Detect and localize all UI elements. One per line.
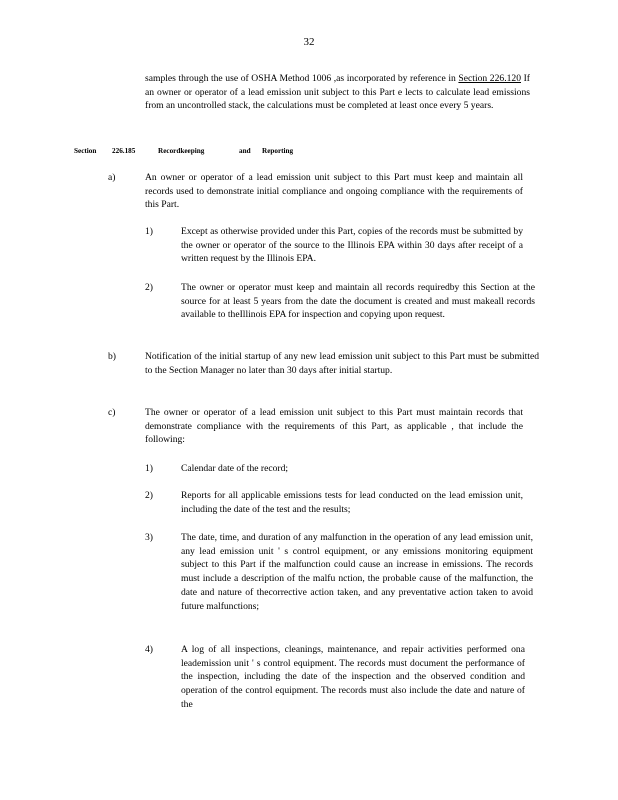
section-label: Section [74,147,97,155]
item-c-text: The owner or operator of a lead emission unit subject to this Part must maintain records that demonstrate compliance with the requirements of this Part, as applicable , that include the following: [145,407,523,446]
section-reference-link: Section 226.120 [458,73,521,84]
section-title-part1: Recordkeeping [158,147,205,155]
item-c2-text: Reports for all applicable emissions tests for lead conducted on the lead emission unit, including the date of the test and the results; [181,490,523,515]
item-c2-marker: 2) [145,490,153,501]
item-a1-marker: 1) [145,226,153,237]
item-b-marker: b) [108,351,116,362]
item-b-text: Notification of the initial startup of any new lead emission unit subject to this Part must be submitted to the Section Manager no later than 30 days after initial startup. [145,351,539,376]
item-a1-text: Except as otherwise provided under this Part, copies of the records must be submitted by the owner or operator of the source to the Illinois EPA within 30 days after receipt of a written request by the Illinois EPA. [181,226,523,265]
section-number: 226.185 [112,147,136,155]
item-c3-text: The date, time, and duration of any malfunction in the operation of any lead emission unit, any lead emission unit ' s control equipment, or any emissions monitoring equipment subject to this Part if the malfunction could cause an increase in emissions. The records must include a description of the malfu nction, the probable cause of the malfunction, the date and nature of thecorrective action taken, and any preventative action taken to avoid future malfunctions; [181,532,533,612]
item-c4-marker: 4) [145,644,153,655]
item-a-marker: a) [108,172,116,183]
page-number: 32 [303,36,315,48]
item-c4-text: A log of all inspections, cleanings, maintenance, and repair activities performed ona leademission unit ' s control equipment. The records must document the performance of the inspection, including the date of the inspection and the observed condition and operation of the control equipment. The records must also include the date and nature of the [181,644,525,710]
intro-text-after-ref: If an owner or operator of a lead emission unit subject to this Part e lects to calculate lead emissions from an uncontrolled stack, the calculations must be completed at least once every 5 years. [145,73,530,112]
item-c3-marker: 3) [145,532,153,543]
section-title-part2: and [239,147,251,155]
section-title-part3: Reporting [262,147,294,155]
item-a2-marker: 2) [145,282,153,293]
intro-text-before-ref: samples through the use of OSHA Method 1006 ,as incorporated by reference in [145,73,456,84]
intro-paragraph [145,72,530,113]
item-a2-text: The owner or operator must keep and maintain all records requiredby this Section at the source for at least 5 years from the date the document is created and must makeall records available to theIllinois EPA for inspection and copying upon request. [181,282,535,321]
item-a-text: An owner or operator of a lead emission unit subject to this Part must keep and maintain all records used to demonstrate initial compliance and ongoing compliance with the requirements of this Part. [145,172,523,211]
item-c-marker: c) [108,407,116,418]
item-c1-marker: 1) [145,463,153,474]
item-c1-text: Calendar date of the record; [181,463,289,474]
